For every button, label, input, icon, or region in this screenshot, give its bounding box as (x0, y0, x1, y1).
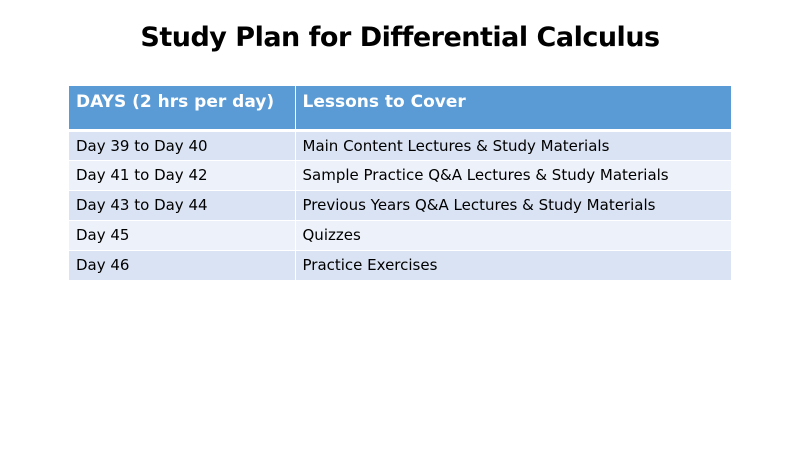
days-cell: Day 43 to Day 44 (69, 190, 295, 220)
table-row (69, 130, 731, 160)
table-row (69, 190, 731, 220)
lessons-cell: Previous Years Q&A Lectures & Study Materials (295, 190, 731, 220)
lessons-cell: Practice Exercises (295, 250, 731, 280)
table-header-row (69, 86, 731, 130)
header-lessons: Lessons to Cover (295, 86, 731, 130)
study-plan-table (69, 86, 731, 281)
table-row (69, 160, 731, 190)
table-row (69, 250, 731, 280)
header-days: DAYS (2 hrs per day) (69, 86, 295, 130)
days-cell: Day 41 to Day 42 (69, 160, 295, 190)
lessons-cell: Main Content Lectures & Study Materials (295, 130, 731, 160)
table-row (69, 220, 731, 250)
days-cell: Day 45 (69, 220, 295, 250)
slide-title: Study Plan for Differential Calculus (140, 22, 660, 53)
lessons-cell: Sample Practice Q&A Lectures & Study Materials (295, 160, 731, 190)
lessons-cell: Quizzes (295, 220, 731, 250)
days-cell: Day 39 to Day 40 (69, 130, 295, 160)
days-cell: Day 46 (69, 250, 295, 280)
